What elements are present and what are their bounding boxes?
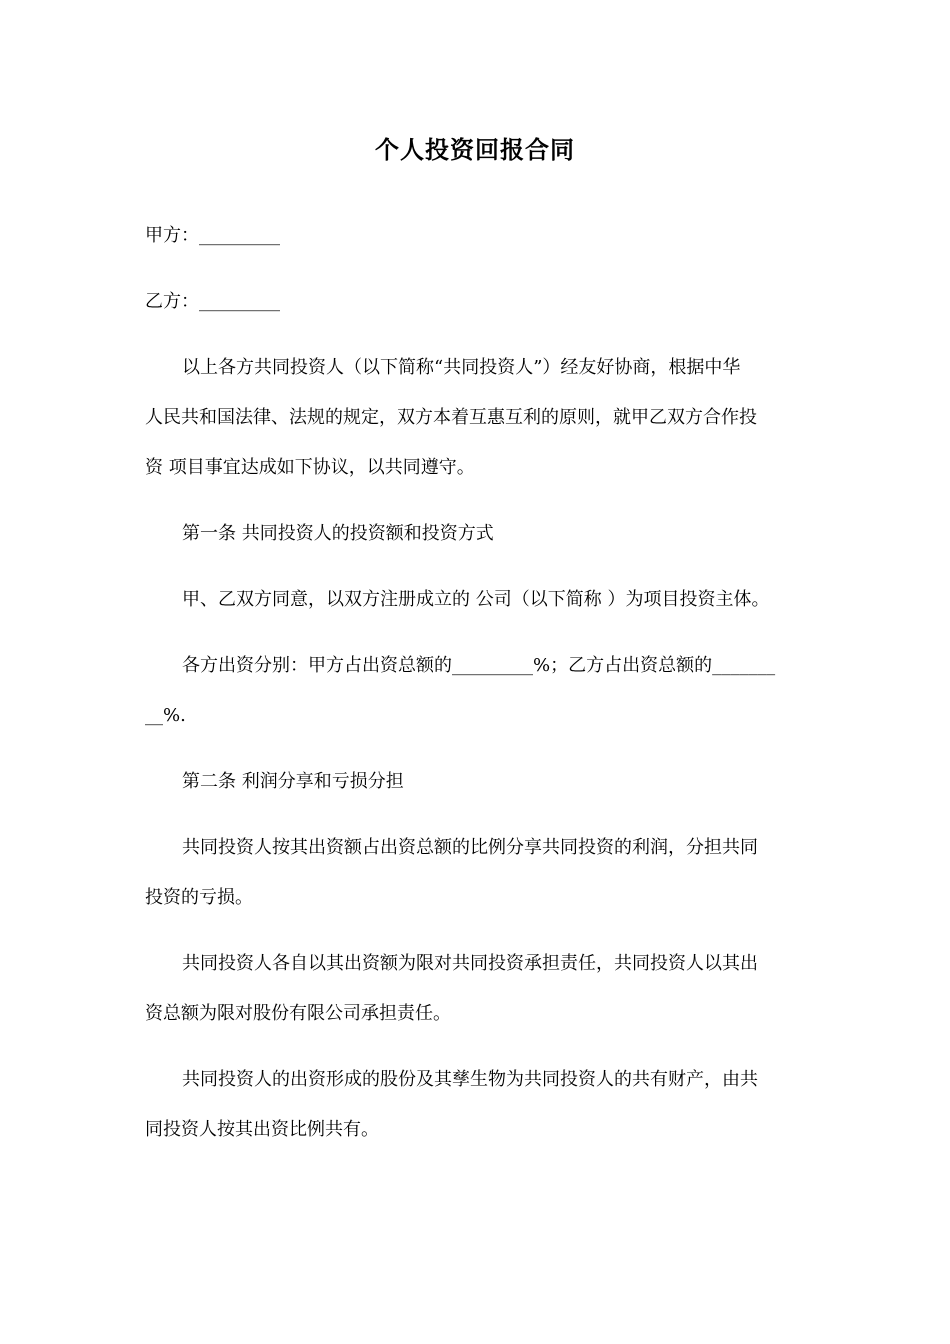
article-1-paragraph-2-line-1: 各方出资分别：甲方占出资总额的_________%；乙方占出资总额的_______: [182, 655, 776, 676]
article-2-paragraph-1-line-1: 共同投资人按其出资额占出资总额的比例分享共同投资的利润，分担共同: [182, 837, 758, 858]
party-b-line: 乙方：_________: [145, 291, 280, 312]
article-1-heading: 第一条 共同投资人的投资额和投资方式: [182, 523, 494, 544]
article-2-paragraph-3-line-2: 同投资人按其出资比例共有。: [145, 1119, 379, 1140]
preamble-line-1: 以上各方共同投资人（以下简称“共同投资人”）经友好协商，根据中华: [182, 357, 741, 378]
article-1-paragraph-1: 甲、乙双方同意，以双方注册成立的 公司（以下简称 ）为项目投资主体。: [182, 589, 770, 610]
preamble-line-2: 人民共和国法律、法规的规定，双方本着互惠互利的原则，就甲乙双方合作投: [145, 407, 757, 428]
document-title: 个人投资回报合同: [375, 135, 575, 164]
article-2-paragraph-1-line-2: 投资的亏损。: [145, 887, 253, 908]
party-a-line: 甲方：_________: [145, 225, 280, 246]
article-2-paragraph-2-line-2: 资总额为限对股份有限公司承担责任。: [145, 1003, 451, 1024]
preamble-line-3: 资 项目事宜达成如下协议，以共同遵守。: [145, 457, 475, 478]
article-2-paragraph-3-line-1: 共同投资人的出资形成的股份及其孳生物为共同投资人的共有财产，由共: [182, 1069, 758, 1090]
article-2-paragraph-2-line-1: 共同投资人各自以其出资额为限对共同投资承担责任，共同投资人以其出: [182, 953, 758, 974]
article-2-heading: 第二条 利润分享和亏损分担: [182, 771, 404, 792]
article-1-paragraph-2-line-2: __%.: [145, 705, 186, 726]
